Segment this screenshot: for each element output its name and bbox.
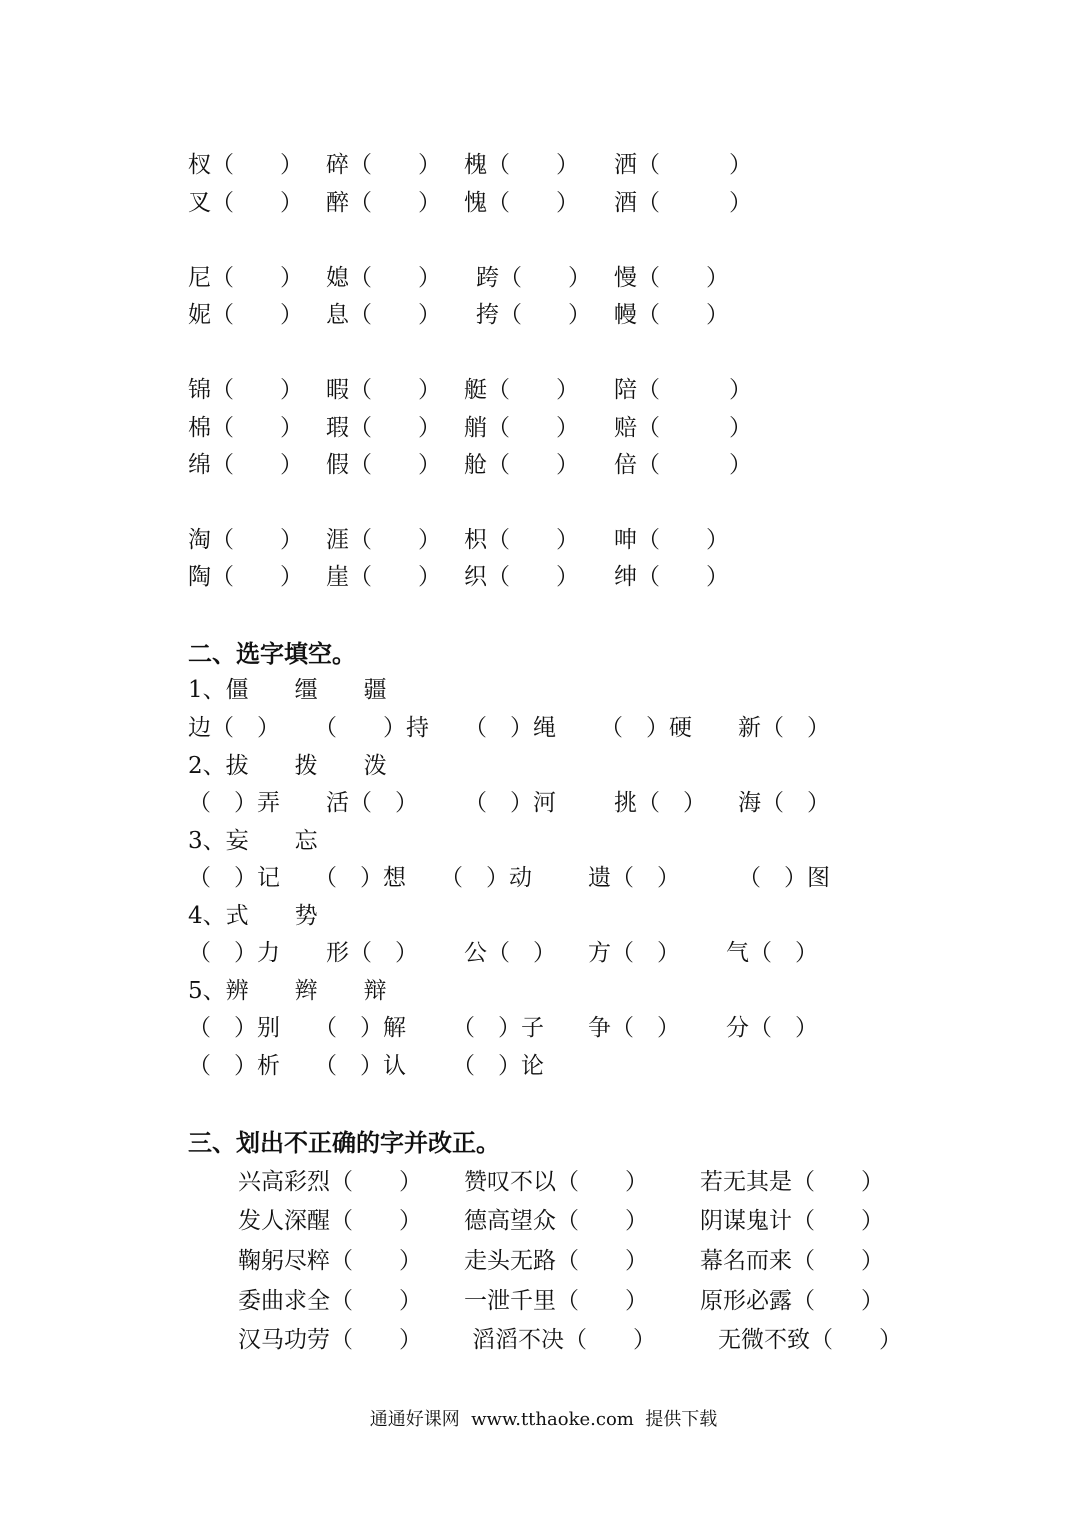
idiom-item: 汉马功劳（ ） xyxy=(238,1327,422,1353)
fill-item: 活（ ） xyxy=(326,790,418,816)
char-item: 涯（ ） xyxy=(326,527,441,553)
fill-item: 争（ ） xyxy=(588,1015,680,1041)
fill-item: （ ）硬 xyxy=(600,715,692,741)
option-chars: 3、妄 忘 xyxy=(188,828,318,854)
fill-item: 挑（ ） xyxy=(614,790,706,816)
idiom-item: 委曲求全（ ） xyxy=(238,1288,422,1314)
char-item: 愧（ ） xyxy=(464,190,579,216)
char-item: 锦（ ） xyxy=(188,377,303,403)
char-item: 杈（ ） xyxy=(188,152,303,178)
fill-item: （ ）子 xyxy=(452,1015,544,1041)
idiom-item: 原形必露（ ） xyxy=(700,1288,884,1314)
char-item: 槐（ ） xyxy=(464,152,579,178)
idiom-item: 发人深醒（ ） xyxy=(238,1208,422,1234)
fill-item: （ ）想 xyxy=(314,865,406,891)
fill-item: （ ）解 xyxy=(314,1015,406,1041)
fill-item: （ ）记 xyxy=(188,865,280,891)
fill-item: （ ）持 xyxy=(314,715,429,741)
char-item: 尼（ ） xyxy=(188,265,303,291)
char-item: 枳（ ） xyxy=(464,527,579,553)
fill-item: （ ）弄 xyxy=(188,790,280,816)
char-item: 息（ ） xyxy=(326,302,441,328)
fill-item: （ ）图 xyxy=(738,865,830,891)
char-item: 洒（ ） xyxy=(614,152,752,178)
fill-item: 新（ ） xyxy=(738,715,830,741)
char-item: 织（ ） xyxy=(464,564,579,590)
section-title: 三、划出不正确的字并改正。 xyxy=(188,1128,500,1157)
char-item: 媳（ ） xyxy=(326,265,441,291)
char-item: 跨（ ） xyxy=(476,265,591,291)
char-item: 陶（ ） xyxy=(188,564,303,590)
fill-item: 公（ ） xyxy=(464,940,556,966)
char-item: 妮（ ） xyxy=(188,302,303,328)
char-item: 假（ ） xyxy=(326,452,441,478)
char-item: 叉（ ） xyxy=(188,190,303,216)
idiom-item: 若无其是（ ） xyxy=(700,1169,884,1195)
idiom-item: 鞠躬尽粹（ ） xyxy=(238,1248,422,1274)
char-item: 醉（ ） xyxy=(326,190,441,216)
char-item: 淘（ ） xyxy=(188,527,303,553)
char-item: 瑕（ ） xyxy=(326,415,441,441)
fill-item: 边（ ） xyxy=(188,715,280,741)
char-item: 陪（ ） xyxy=(614,377,752,403)
fill-item: 形（ ） xyxy=(326,940,418,966)
char-item: 呻（ ） xyxy=(614,527,729,553)
idiom-item: 一泄千里（ ） xyxy=(464,1288,648,1314)
fill-item: 海（ ） xyxy=(738,790,830,816)
char-item: 酒（ ） xyxy=(614,190,752,216)
fill-item: （ ）动 xyxy=(440,865,532,891)
fill-item: （ ）论 xyxy=(452,1053,544,1079)
char-item: 舱（ ） xyxy=(464,452,579,478)
fill-item: 遗（ ） xyxy=(588,865,680,891)
option-chars: 5、辨 辫 辩 xyxy=(188,978,387,1004)
char-item: 棉（ ） xyxy=(188,415,303,441)
idiom-item: 幕名而来（ ） xyxy=(700,1248,884,1274)
fill-item: （ ）河 xyxy=(464,790,556,816)
idiom-item: 走头无路（ ） xyxy=(464,1248,648,1274)
fill-item: 方（ ） xyxy=(588,940,680,966)
char-item: 碎（ ） xyxy=(326,152,441,178)
char-item: 赔（ ） xyxy=(614,415,752,441)
char-item: 倍（ ） xyxy=(614,452,752,478)
fill-item: 气（ ） xyxy=(726,940,818,966)
fill-item: （ ）析 xyxy=(188,1053,280,1079)
idiom-item: 滔滔不决（ ） xyxy=(472,1327,656,1353)
char-item: 绵（ ） xyxy=(188,452,303,478)
idiom-item: 兴高彩烈（ ） xyxy=(238,1169,422,1195)
fill-item: （ ）认 xyxy=(314,1053,406,1079)
footer-text: 通通好课网 www.tthaoke.com 提供下载 xyxy=(369,1409,718,1430)
fill-item: （ ）绳 xyxy=(464,715,556,741)
fill-item: （ ）别 xyxy=(188,1015,280,1041)
char-item: 艇（ ） xyxy=(464,377,579,403)
fill-item: （ ）力 xyxy=(188,940,280,966)
option-chars: 4、式 势 xyxy=(188,903,318,929)
idiom-item: 无微不致（ ） xyxy=(718,1327,902,1353)
option-chars: 1、僵 缰 疆 xyxy=(188,677,387,703)
option-chars: 2、拔 拨 泼 xyxy=(188,753,387,779)
idiom-item: 阴谋鬼计（ ） xyxy=(700,1208,884,1234)
char-item: 绅（ ） xyxy=(614,564,729,590)
idiom-item: 赞叹不以（ ） xyxy=(464,1169,648,1195)
char-item: 崖（ ） xyxy=(326,564,441,590)
char-item: 挎（ ） xyxy=(476,302,591,328)
char-item: 慢（ ） xyxy=(614,265,729,291)
section-title: 二、选字填空。 xyxy=(188,639,356,668)
char-item: 幔（ ） xyxy=(614,302,729,328)
char-item: 艄（ ） xyxy=(464,415,579,441)
idiom-item: 德高望众（ ） xyxy=(464,1208,648,1234)
char-item: 暇（ ） xyxy=(326,377,441,403)
fill-item: 分（ ） xyxy=(726,1015,818,1041)
